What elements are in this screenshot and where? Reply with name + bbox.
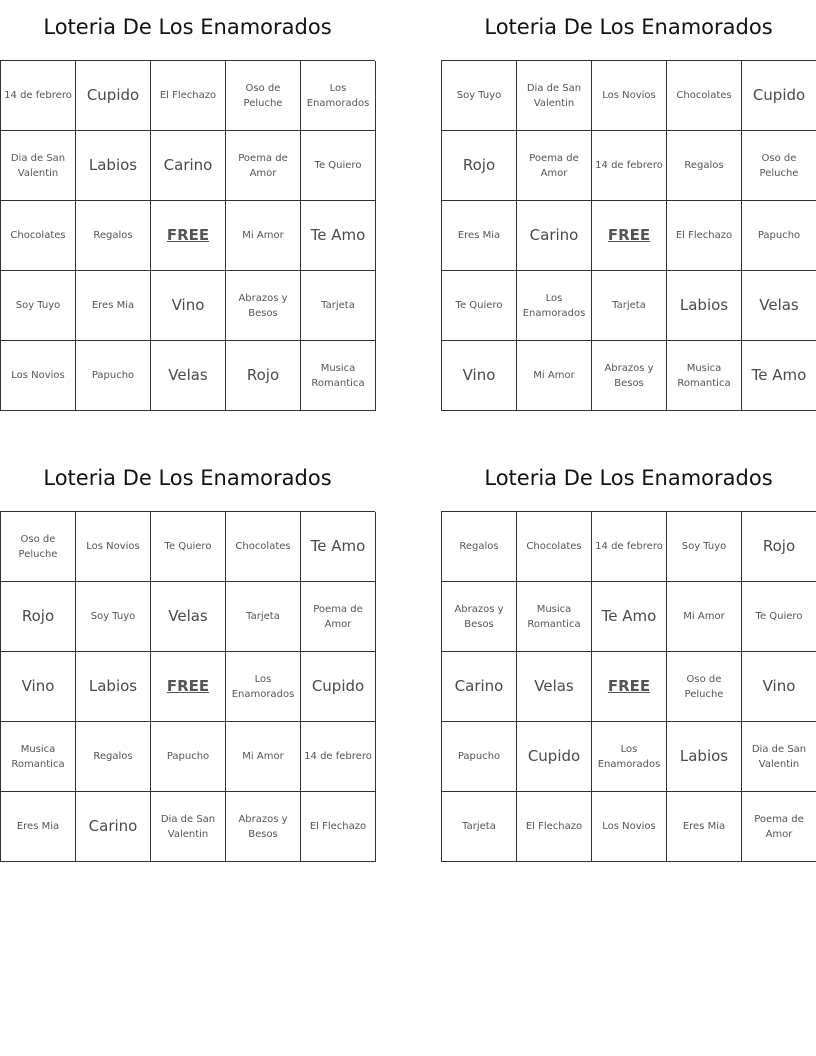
card-cell: Abrazos y Besos	[442, 582, 517, 652]
free-space: FREE	[151, 652, 226, 722]
card-cell: Rojo	[1, 582, 76, 652]
card-cell: Rojo	[226, 341, 301, 411]
card-cell: Los Enamorados	[226, 652, 301, 722]
card-cell: Musica Romantica	[517, 582, 592, 652]
card-cell: Te Amo	[742, 341, 816, 411]
card-cell: Poema de Amor	[517, 131, 592, 201]
card-cell: Papucho	[742, 201, 816, 271]
card-cell: Los Novios	[592, 61, 667, 131]
card-cell: Dia de San Valentin	[1, 131, 76, 201]
card-grid	[0, 511, 375, 862]
card-cell: Chocolates	[667, 61, 742, 131]
card-cell: Los Enamorados	[517, 271, 592, 341]
card-cell: Mi Amor	[667, 582, 742, 652]
card-cell: Te Quiero	[151, 512, 226, 582]
card-cell: Eres Mia	[667, 792, 742, 862]
card-cell: Mi Amor	[226, 722, 301, 792]
card-cell: Vino	[1, 652, 76, 722]
card-cell: Carino	[517, 201, 592, 271]
card-cell: Labios	[76, 652, 151, 722]
card-cell: Oso de Peluche	[226, 61, 301, 131]
card-cell: Regalos	[442, 512, 517, 582]
card-cell: Chocolates	[517, 512, 592, 582]
card-cell: Labios	[76, 131, 151, 201]
card-cell: Oso de Peluche	[667, 652, 742, 722]
card-cell: Soy Tuyo	[76, 582, 151, 652]
card-cell: Poema de Amor	[226, 131, 301, 201]
card-cell: 14 de febrero	[592, 512, 667, 582]
card-cell: Musica Romantica	[301, 341, 376, 411]
card-grid	[441, 511, 816, 862]
card-title: Loteria De Los Enamorados	[43, 466, 332, 490]
card-title: Loteria De Los Enamorados	[484, 15, 773, 39]
card-cell: Oso de Peluche	[742, 131, 816, 201]
card-cell: Dia de San Valentin	[742, 722, 816, 792]
card-cell: Chocolates	[226, 512, 301, 582]
card-cell: Te Quiero	[742, 582, 816, 652]
card-cell: Los Enamorados	[301, 61, 376, 131]
card-cell: El Flechazo	[517, 792, 592, 862]
card-cell: El Flechazo	[667, 201, 742, 271]
card-cell: Carino	[442, 652, 517, 722]
card-cell: Te Amo	[301, 512, 376, 582]
card-cell: 14 de febrero	[592, 131, 667, 201]
card-title: Loteria De Los Enamorados	[43, 15, 332, 39]
card-cell: Vino	[151, 271, 226, 341]
card-cell: Los Novios	[1, 341, 76, 411]
card-cell: Tarjeta	[592, 271, 667, 341]
card-cell: Mi Amor	[517, 341, 592, 411]
card-cell: Velas	[151, 582, 226, 652]
card-cell: Cupido	[76, 61, 151, 131]
card-cell: Labios	[667, 722, 742, 792]
free-space: FREE	[592, 652, 667, 722]
card-cell: Te Amo	[592, 582, 667, 652]
card-cell: Soy Tuyo	[667, 512, 742, 582]
card-cell: Los Novios	[76, 512, 151, 582]
card-cell: Dia de San Valentin	[517, 61, 592, 131]
card-cell: Vino	[742, 652, 816, 722]
card-cell: Cupido	[301, 652, 376, 722]
card-cell: Poema de Amor	[742, 792, 816, 862]
card-cell: Los Enamorados	[592, 722, 667, 792]
card-cell: Regalos	[76, 201, 151, 271]
card-cell: Musica Romantica	[1, 722, 76, 792]
free-space: FREE	[151, 201, 226, 271]
card-cell: Abrazos y Besos	[226, 792, 301, 862]
card-cell: Velas	[742, 271, 816, 341]
card-cell: Eres Mia	[1, 792, 76, 862]
card-cell: Te Amo	[301, 201, 376, 271]
card-cell: 14 de febrero	[301, 722, 376, 792]
card-cell: Tarjeta	[226, 582, 301, 652]
card-cell: Rojo	[742, 512, 816, 582]
card-grid	[441, 60, 816, 411]
card-cell: 14 de febrero	[1, 61, 76, 131]
card-cell: Velas	[517, 652, 592, 722]
card-cell: Regalos	[76, 722, 151, 792]
card-cell: Dia de San Valentin	[151, 792, 226, 862]
card-cell: Velas	[151, 341, 226, 411]
bingo-card-4	[441, 456, 816, 862]
card-cell: Eres Mia	[442, 201, 517, 271]
card-cell: Labios	[667, 271, 742, 341]
card-cell: Musica Romantica	[667, 341, 742, 411]
bingo-card-1	[0, 5, 375, 411]
card-cell: Regalos	[667, 131, 742, 201]
card-cell: El Flechazo	[151, 61, 226, 131]
card-cell: Papucho	[76, 341, 151, 411]
card-cell: Cupido	[517, 722, 592, 792]
card-cell: Vino	[442, 341, 517, 411]
card-cell: Poema de Amor	[301, 582, 376, 652]
card-cell: Soy Tuyo	[442, 61, 517, 131]
card-cell: Mi Amor	[226, 201, 301, 271]
card-cell: Rojo	[442, 131, 517, 201]
card-cell: El Flechazo	[301, 792, 376, 862]
card-cell: Los Novios	[592, 792, 667, 862]
card-title: Loteria De Los Enamorados	[484, 466, 773, 490]
card-cell: Soy Tuyo	[1, 271, 76, 341]
card-cell: Carino	[76, 792, 151, 862]
card-cell: Tarjeta	[301, 271, 376, 341]
card-cell: Papucho	[442, 722, 517, 792]
card-cell: Te Quiero	[301, 131, 376, 201]
card-cell: Papucho	[151, 722, 226, 792]
card-cell: Chocolates	[1, 201, 76, 271]
card-cell: Cupido	[742, 61, 816, 131]
card-cell: Eres Mia	[76, 271, 151, 341]
card-cell: Abrazos y Besos	[592, 341, 667, 411]
card-cell: Carino	[151, 131, 226, 201]
card-grid	[0, 60, 375, 411]
card-cell: Abrazos y Besos	[226, 271, 301, 341]
bingo-card-3	[0, 456, 375, 862]
card-cell: Oso de Peluche	[1, 512, 76, 582]
card-cell: Te Quiero	[442, 271, 517, 341]
free-space: FREE	[592, 201, 667, 271]
card-cell: Tarjeta	[442, 792, 517, 862]
bingo-card-2	[441, 5, 816, 411]
